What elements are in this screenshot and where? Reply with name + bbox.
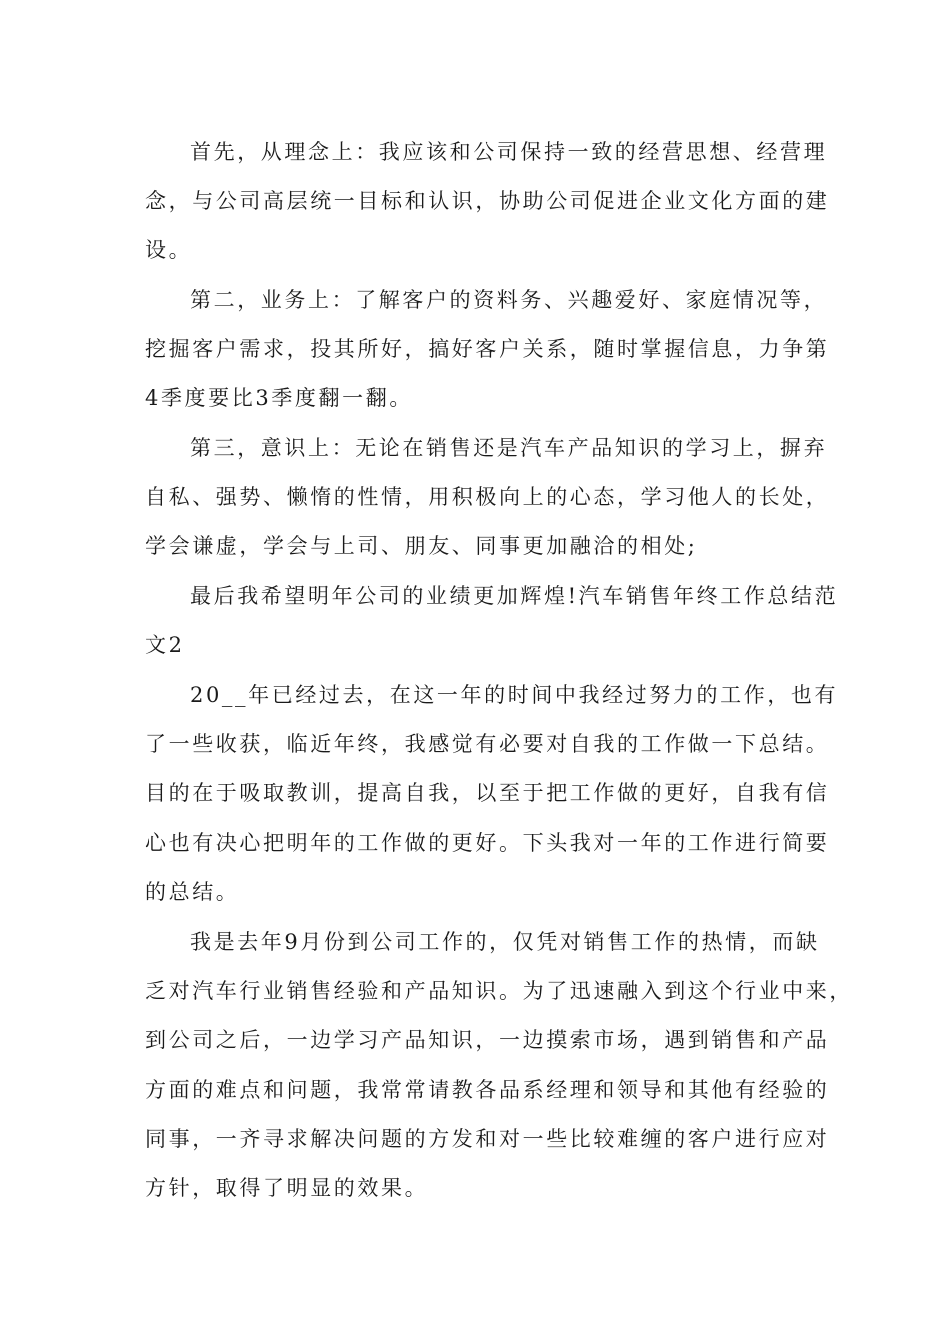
paragraph-2-line-2: 挖掘客户需求，投其所好，搞好客户关系，随时掌握信息，力争第 bbox=[145, 337, 830, 361]
paragraph-4-line-2: 文2 bbox=[145, 633, 185, 657]
paragraph-6-line-4: 方面的难点和问题，我常常请教各品系经理和领导和其他有经验的 bbox=[145, 1078, 830, 1102]
paragraph-5-line-3: 目的在于吸取教训，提高自我，以至于把工作做的更好，自我有信 bbox=[145, 781, 830, 805]
paragraph-3-line-1: 第三，意识上：无论在销售还是汽车产品知识的学习上，摒弃 bbox=[190, 436, 828, 460]
paragraph-6-line-5: 同事，一齐寻求解决问题的方发和对一些比较难缠的客户进行应对 bbox=[145, 1127, 830, 1151]
paragraph-5-line-5: 的总结。 bbox=[145, 880, 240, 904]
paragraph-1-line-1: 首先，从理念上：我应该和公司保持一致的经营思想、经营理 bbox=[190, 140, 828, 164]
paragraph-3-line-2: 自私、强势、懒惰的性情，用积极向上的心态，学习他人的长处， bbox=[145, 485, 830, 509]
paragraph-1-line-3: 设。 bbox=[145, 238, 193, 262]
paragraph-2-line-1: 第二，业务上：了解客户的资料务、兴趣爱好、家庭情况等， bbox=[190, 288, 828, 312]
paragraph-1-line-2: 念，与公司高层统一目标和认识，协助公司促进企业文化方面的建 bbox=[145, 189, 830, 213]
paragraph-2-line-3: 4季度要比3季度翻一翻。 bbox=[145, 386, 413, 410]
paragraph-6-line-2: 乏对汽车行业销售经验和产品知识。为了迅速融入到这个行业中来， bbox=[145, 979, 853, 1003]
paragraph-5-line-2: 了一些收获，临近年终，我感觉有必要对自我的工作做一下总结。 bbox=[145, 732, 830, 756]
paragraph-4-line-1: 最后我希望明年公司的业绩更加辉煌!汽车销售年终工作总结范 bbox=[190, 584, 839, 608]
paragraph-6-line-3: 到公司之后，一边学习产品知识，一边摸索市场，遇到销售和产品 bbox=[145, 1028, 830, 1052]
paragraph-5-line-4: 心也有决心把明年的工作做的更好。下头我对一年的工作进行简要 bbox=[145, 831, 830, 855]
paragraph-6-line-6: 方针，取得了明显的效果。 bbox=[145, 1176, 429, 1200]
paragraph-3-line-3: 学会谦虚，学会与上司、朋友、同事更加融洽的相处; bbox=[145, 534, 698, 558]
paragraph-5-line-1: 20__年已经过去，在这一年的时间中我经过努力的工作，也有 bbox=[190, 683, 839, 707]
paragraph-6-line-1: 我是去年9月份到公司工作的，仅凭对销售工作的热情，而缺 bbox=[190, 930, 820, 954]
